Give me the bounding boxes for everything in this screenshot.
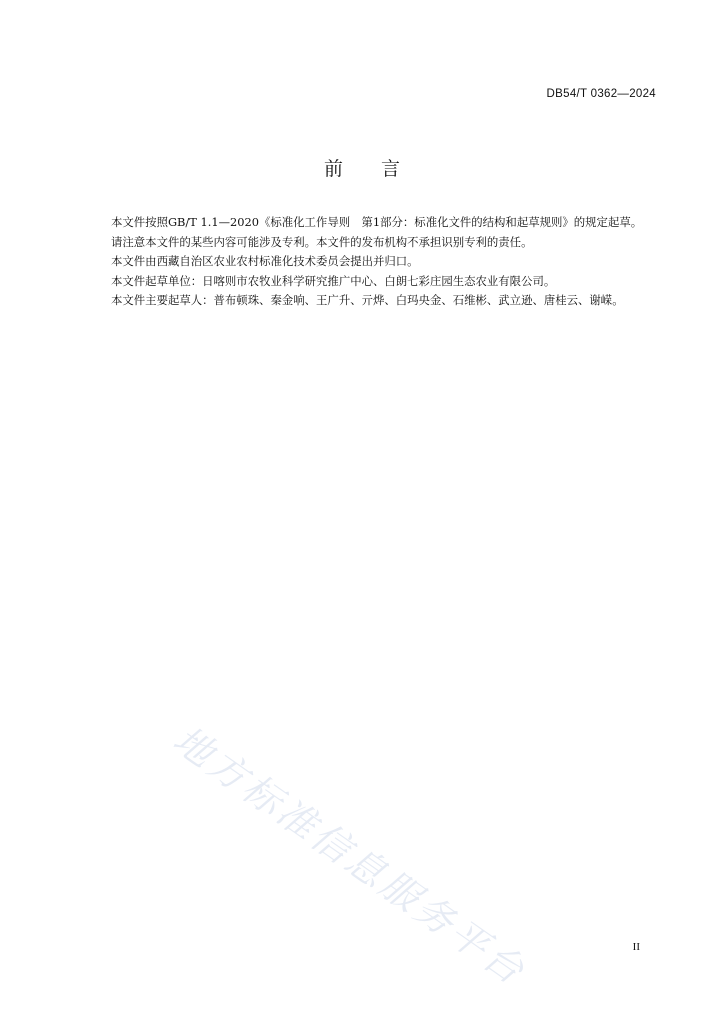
foreword-body (88, 213, 658, 311)
paragraph-drafting-rules: 本文件按照GB/T 1.1—2020《标准化工作导则 第1部分：标准化文件的结构和起草规则》的规定起草。 (111, 215, 643, 229)
watermark: 地方标准信息服务平台 (165, 717, 535, 995)
paragraph-proposer: 本文件由西藏自治区农业农村标准化技术委员会提出并归口。 (111, 254, 419, 268)
page-title: 前言 (323, 158, 438, 180)
paragraph-drafting-units: 本文件起草单位：日喀则市农牧业科学研究推广中心、白朗七彩庄园生态农业有限公司。 (111, 273, 556, 288)
paragraph-drafters: 本文件主要起草人：普布顿珠、秦金响、王广升、亓烨、白玛央金、石维彬、武立逊、唐桂云、谢嵘。 (111, 293, 624, 307)
paragraph-patent-notice: 请注意本文件的某些内容可能涉及专利。本文件的发布机构不承担识别专利的责任。 (111, 234, 533, 249)
document-code: DB54/T 0362—2024 (546, 88, 656, 100)
page-number: II (632, 941, 640, 953)
